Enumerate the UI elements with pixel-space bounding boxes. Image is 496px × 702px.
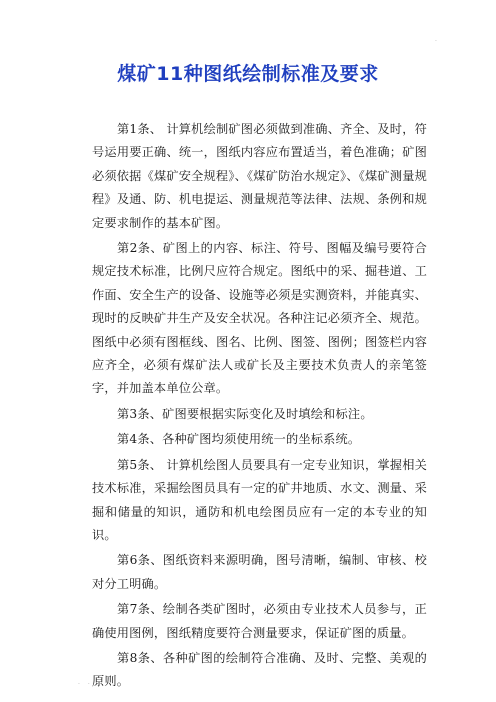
document-body	[92, 118, 427, 696]
article-5: 第5条、 计算机绘图人员要具有一定专业知识，掌握相关技术标准，采掘绘图员具有一定的矿井地质、水文、测量、采掘和储量的知识，通防和机电绘图员应有一定的本专业的知识。	[92, 457, 427, 542]
page-mark-bottom: . .	[78, 679, 93, 686]
article-1: 第1条、 计算机绘制矿图必须做到准确、齐全、及时，符号运用要正确、统一，图纸内容应布置适当，着色准确；矿图必须依据《煤矿安全规程》、《煤矿防治水规定》、《煤矿测量规程》及通、防、机电提运、测量规范等法律、法规、条例和规定要求制作的基本矿图。	[92, 122, 427, 230]
article-7: 第7条、绘制各类矿图时，必须由专业技术人员参与，正确使用图例，图纸精度要符合测量要求，保证矿图的质量。	[92, 602, 427, 640]
article-3: 第3条、矿图要根据实际变化及时填绘和标注。	[117, 406, 373, 421]
article-4: 第4条、各种矿图均须使用统一的坐标系统。	[117, 432, 361, 447]
page-mark-top: .	[435, 36, 437, 43]
document-title: 煤矿11种图纸绘制标准及要求	[117, 63, 379, 85]
article-2: 第2条、矿图上的内容、标注、符号、图幅及编号要符合规定技术标准，比例尺应符合规定。图纸中的采、掘巷道、工作面、安全生产的设备、设施等必须是实测资料，并能真实、现时的反映矿井生产及安全状况。各种注记必须齐全、规范。图纸中必须有图框线、图名、比例、图签、图例；图签栏内容应齐全，必须有煤矿法人或矿长及主要技术负责人的亲笔签字，并加盖本单位公章。	[92, 241, 427, 396]
article-8: 第8条、各种矿图的绘制符合准确、及时、完整、美观的原则。	[92, 650, 427, 689]
article-6: 第6条、图纸资料来源明确，图号清晰，编制、审核、校对分工明确。	[92, 553, 427, 591]
